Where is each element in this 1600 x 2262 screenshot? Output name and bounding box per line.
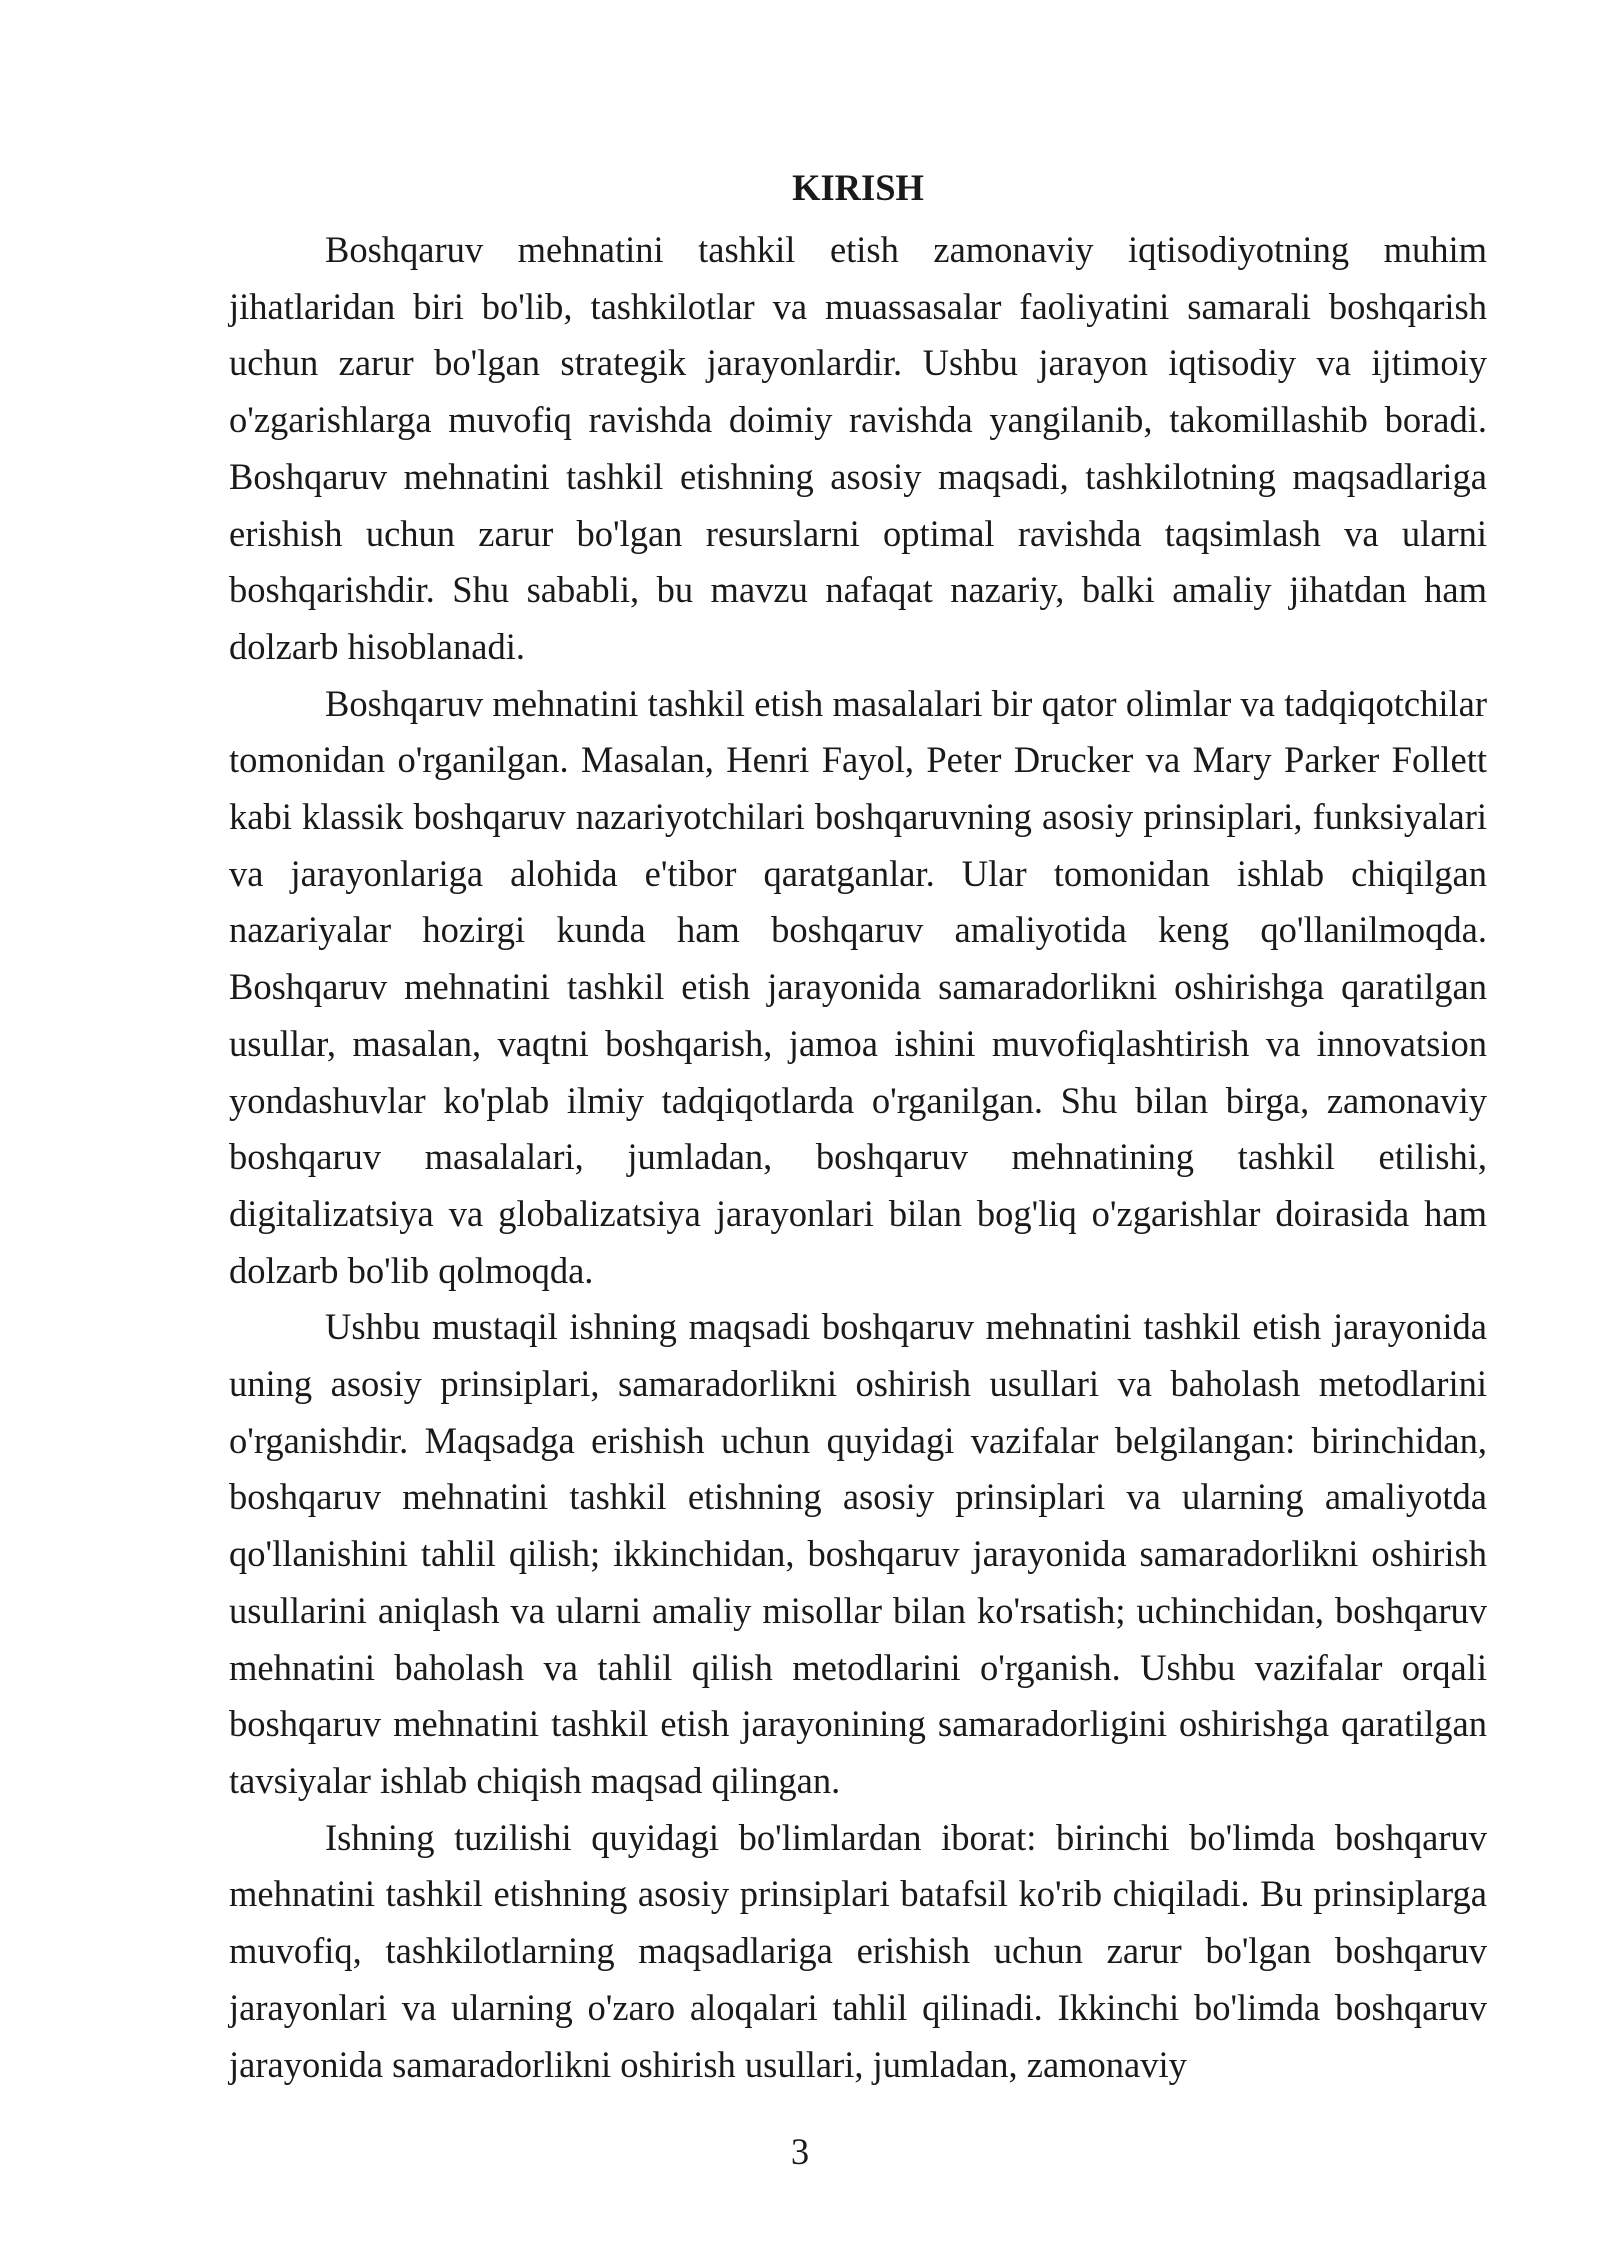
page-content [229, 160, 1487, 2093]
page-title: KIRISH [792, 167, 924, 208]
paragraph-3: Ushbu mustaqil ishning maqsadi boshqaruv mehnatini tashkil etish jarayonida uning asosiy prinsiplari, samaradorlikni oshirish usullari va baholash metodlarini o'rganishdir. Maqsadga erishish uchun quyidagi vazifalar belgilangan: birinchidan, boshqaruv mehnatini tashkil etishning asosiy prinsiplari va ularning amaliyotda qo'llanishini tahlil qilish; ikkinchidan, boshqaruv jarayonida samaradorlikni oshirish usullarini aniqlash va ularni amaliy misollar bilan ko'rsatish; uchinchidan, boshqaruv mehnatini baholash va tahlil qilish metodlarini o'rganish. Ushbu vazifalar orqali boshqaruv mehnatini tashkil etish jarayonining samaradorligini oshirishga qaratilgan tavsiyalar ishlab chiqish maqsad qilingan. [229, 1306, 1487, 1801]
paragraph-2: Boshqaruv mehnatini tashkil etish masalalari bir qator olimlar va tadqiqotchilar tomonidan o'rganilgan. Masalan, Henri Fayol, Peter Drucker va Mary Parker Follett kabi klassik boshqaruv nazariyotchilari boshqaruvning asosiy prinsiplari, funksiyalari va jarayonlariga alohida e'tibor qaratganlar. Ular tomonidan ishlab chiqilgan nazariyalar hozirgi kunda ham boshqaruv amaliyotida keng qo'llanilmoqda. Boshqaruv mehnatini tashkil etish jarayonida samaradorlikni oshirishga qaratilgan usullar, masalan, vaqtni boshqarish, jamoa ishini muvofiqlashtirish va innovatsion yondashuvlar ko'plab ilmiy tadqiqotlarda o'rganilgan. Shu bilan birga, zamonaviy boshqaruv masalalari, jumladan, boshqaruv mehnatining tashkil etilishi, digitalizatsiya va globalizatsiya jarayonlari bilan bog'liq o'zgarishlar doirasida ham dolzarb bo'lib qolmoqda. [229, 682, 1487, 1291]
page-number: 3 [790, 2131, 810, 2172]
paragraph-1: Boshqaruv mehnatini tashkil etish zamonaviy iqtisodiyotning muhim jihatlaridan biri bo'lib, tashkilotlar va muassasalar faoliyatini samarali boshqarish uchun zarur bo'lgan strategik jarayonlardir. Ushbu jarayon iqtisodiy va ijtimoiy o'zgarishlarga muvofiq ravishda doimiy ravishda yangilanib, takomillashib boradi. Boshqaruv mehnatini tashkil etishning asosiy maqsadi, tashkilotning maqsadlariga erishish uchun zarur bo'lgan resurslarni optimal ravishda taqsimlash va ularni boshqarishdir. Shu sababli, bu mavzu nafaqat nazariy, balki amaliy jihatdan ham dolzarb hisoblanadi. [229, 229, 1487, 667]
paragraph-4: Ishning tuzilishi quyidagi bo'limlardan iborat: birinchi bo'limda boshqaruv mehnatini tashkil etishning asosiy prinsiplari batafsil ko'rib chiqiladi. Bu prinsiplarga muvofiq, tashkilotlarning maqsadlariga erishish uchun zarur bo'lgan boshqaruv jarayonlari va ularning o'zaro aloqalari tahlil qilinadi. Ikkinchi bo'limda boshqaruv jarayonida samaradorlikni oshirish usullari, jumladan, zamonaviy [229, 1816, 1487, 2085]
